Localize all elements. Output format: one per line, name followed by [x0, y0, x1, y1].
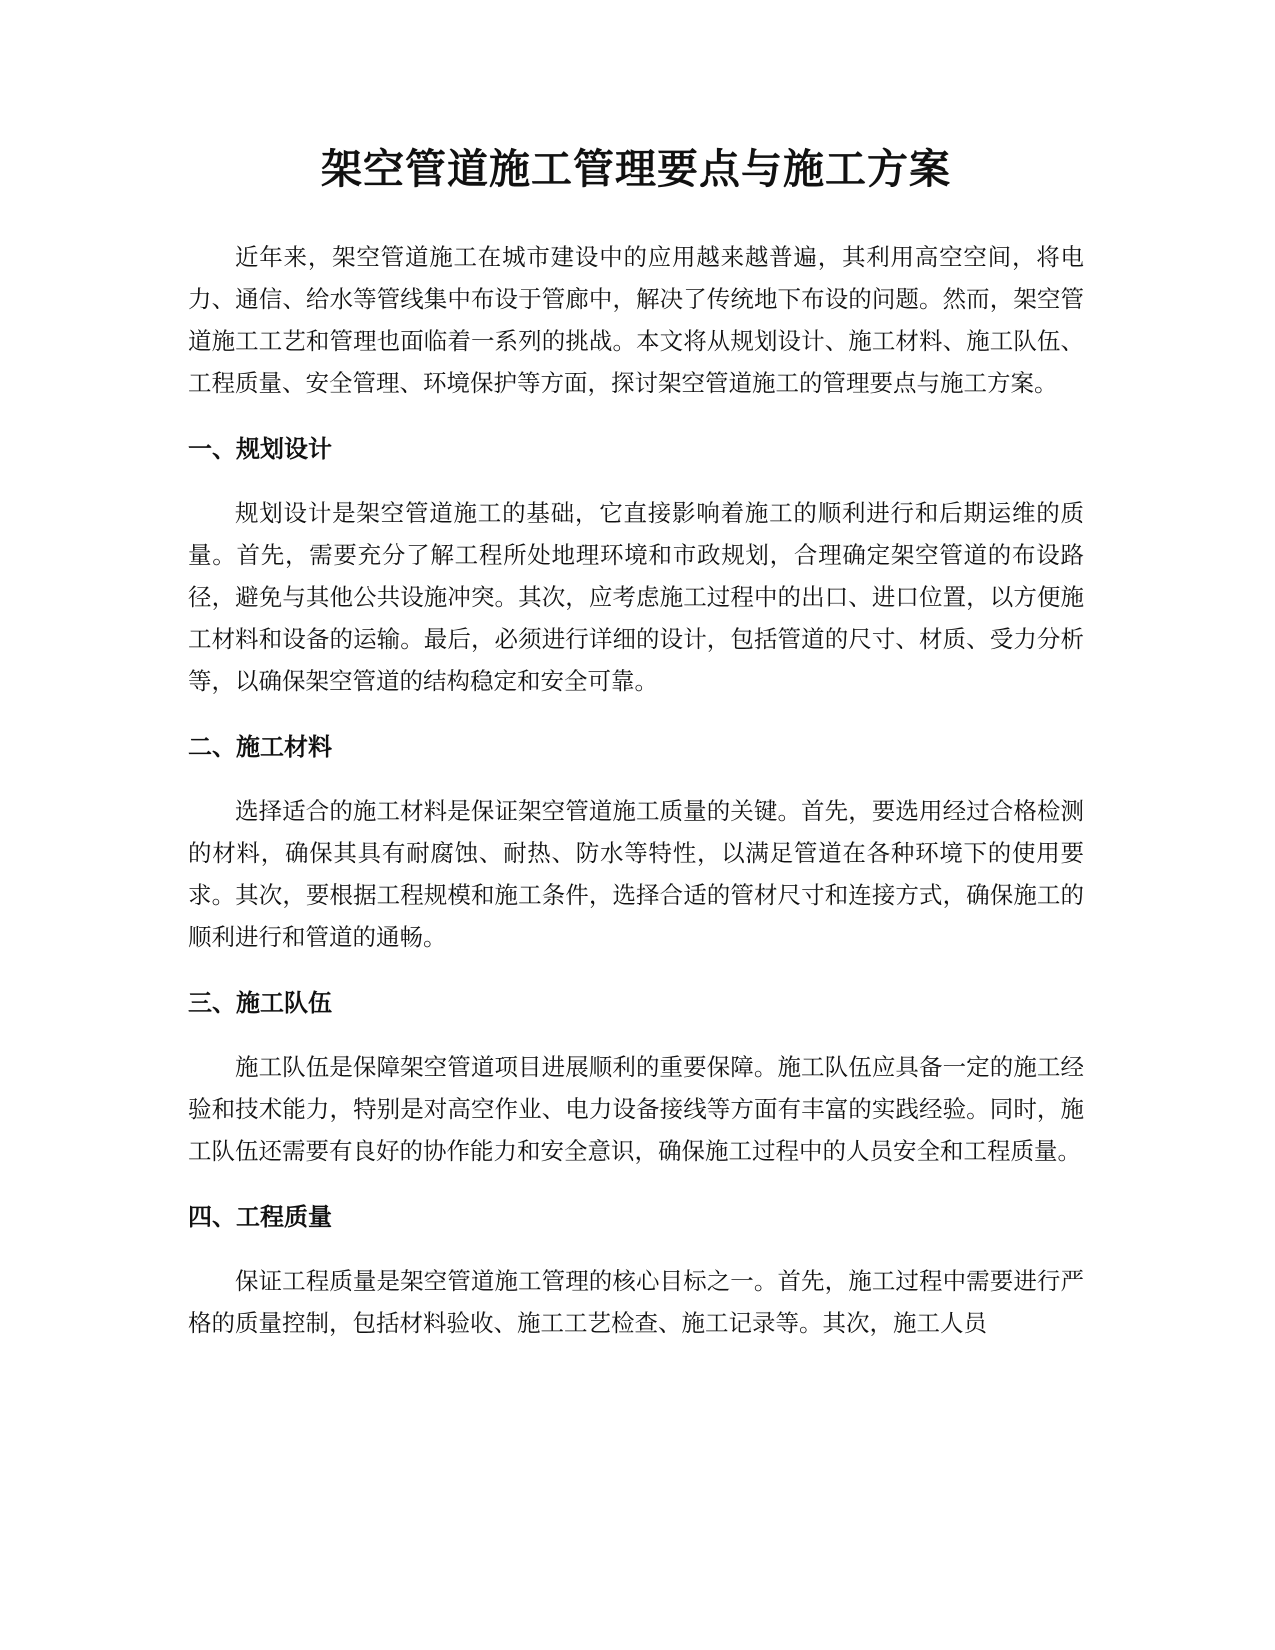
document-body [188, 140, 1084, 1368]
section-heading-materials: 二、施工材料 [188, 733, 332, 761]
intro-paragraph: 近年来，架空管道施工在城市建设中的应用越来越普遍，其利用高空空间，将电力、通信、给水等管线集中布设于管廊中，解决了传统地下布设的问题。然而，架空管道施工工艺和管理也面临着一系列的挑战。本文将从规划设计、施工材料、施工队伍、工程质量、安全管理、环境保护等方面，探讨架空管道施工的管理要点与施工方案。 [188, 243, 1084, 397]
section-body-quality: 保证工程质量是架空管道施工管理的核心目标之一。首先，施工过程中需要进行严格的质量控制，包括材料验收、施工工艺检查、施工记录等。其次，施工人员 [188, 1267, 1084, 1337]
section-body-materials: 选择适合的施工材料是保证架空管道施工质量的关键。首先，要选用经过合格检测的材料，确保其具有耐腐蚀、耐热、防水等特性，以满足管道在各种环境下的使用要求。其次，要根据工程规模和施工条件，选择合适的管材尺寸和连接方式，确保施工的顺利进行和管道的通畅。 [188, 797, 1084, 951]
section-heading-planning: 一、规划设计 [188, 435, 332, 463]
section-body-team: 施工队伍是保障架空管道项目进展顺利的重要保障。施工队伍应具备一定的施工经验和技术能力，特别是对高空作业、电力设备接线等方面有丰富的实践经验。同时，施工队伍还需要有良好的协作能力和安全意识，确保施工过程中的人员安全和工程质量。 [188, 1053, 1084, 1165]
document-title: 架空管道施工管理要点与施工方案 [321, 145, 951, 193]
section-heading-quality: 四、工程质量 [188, 1203, 332, 1231]
section-body-planning: 规划设计是架空管道施工的基础，它直接影响着施工的顺利进行和后期运维的质量。首先，需要充分了解工程所处地理环境和市政规划，合理确定架空管道的布设路径，避免与其他公共设施冲突。其次，应考虑施工过程中的出口、进口位置，以方便施工材料和设备的运输。最后，必须进行详细的设计，包括管道的尺寸、材质、受力分析等，以确保架空管道的结构稳定和安全可靠。 [188, 499, 1084, 695]
section-heading-team: 三、施工队伍 [188, 989, 332, 1017]
